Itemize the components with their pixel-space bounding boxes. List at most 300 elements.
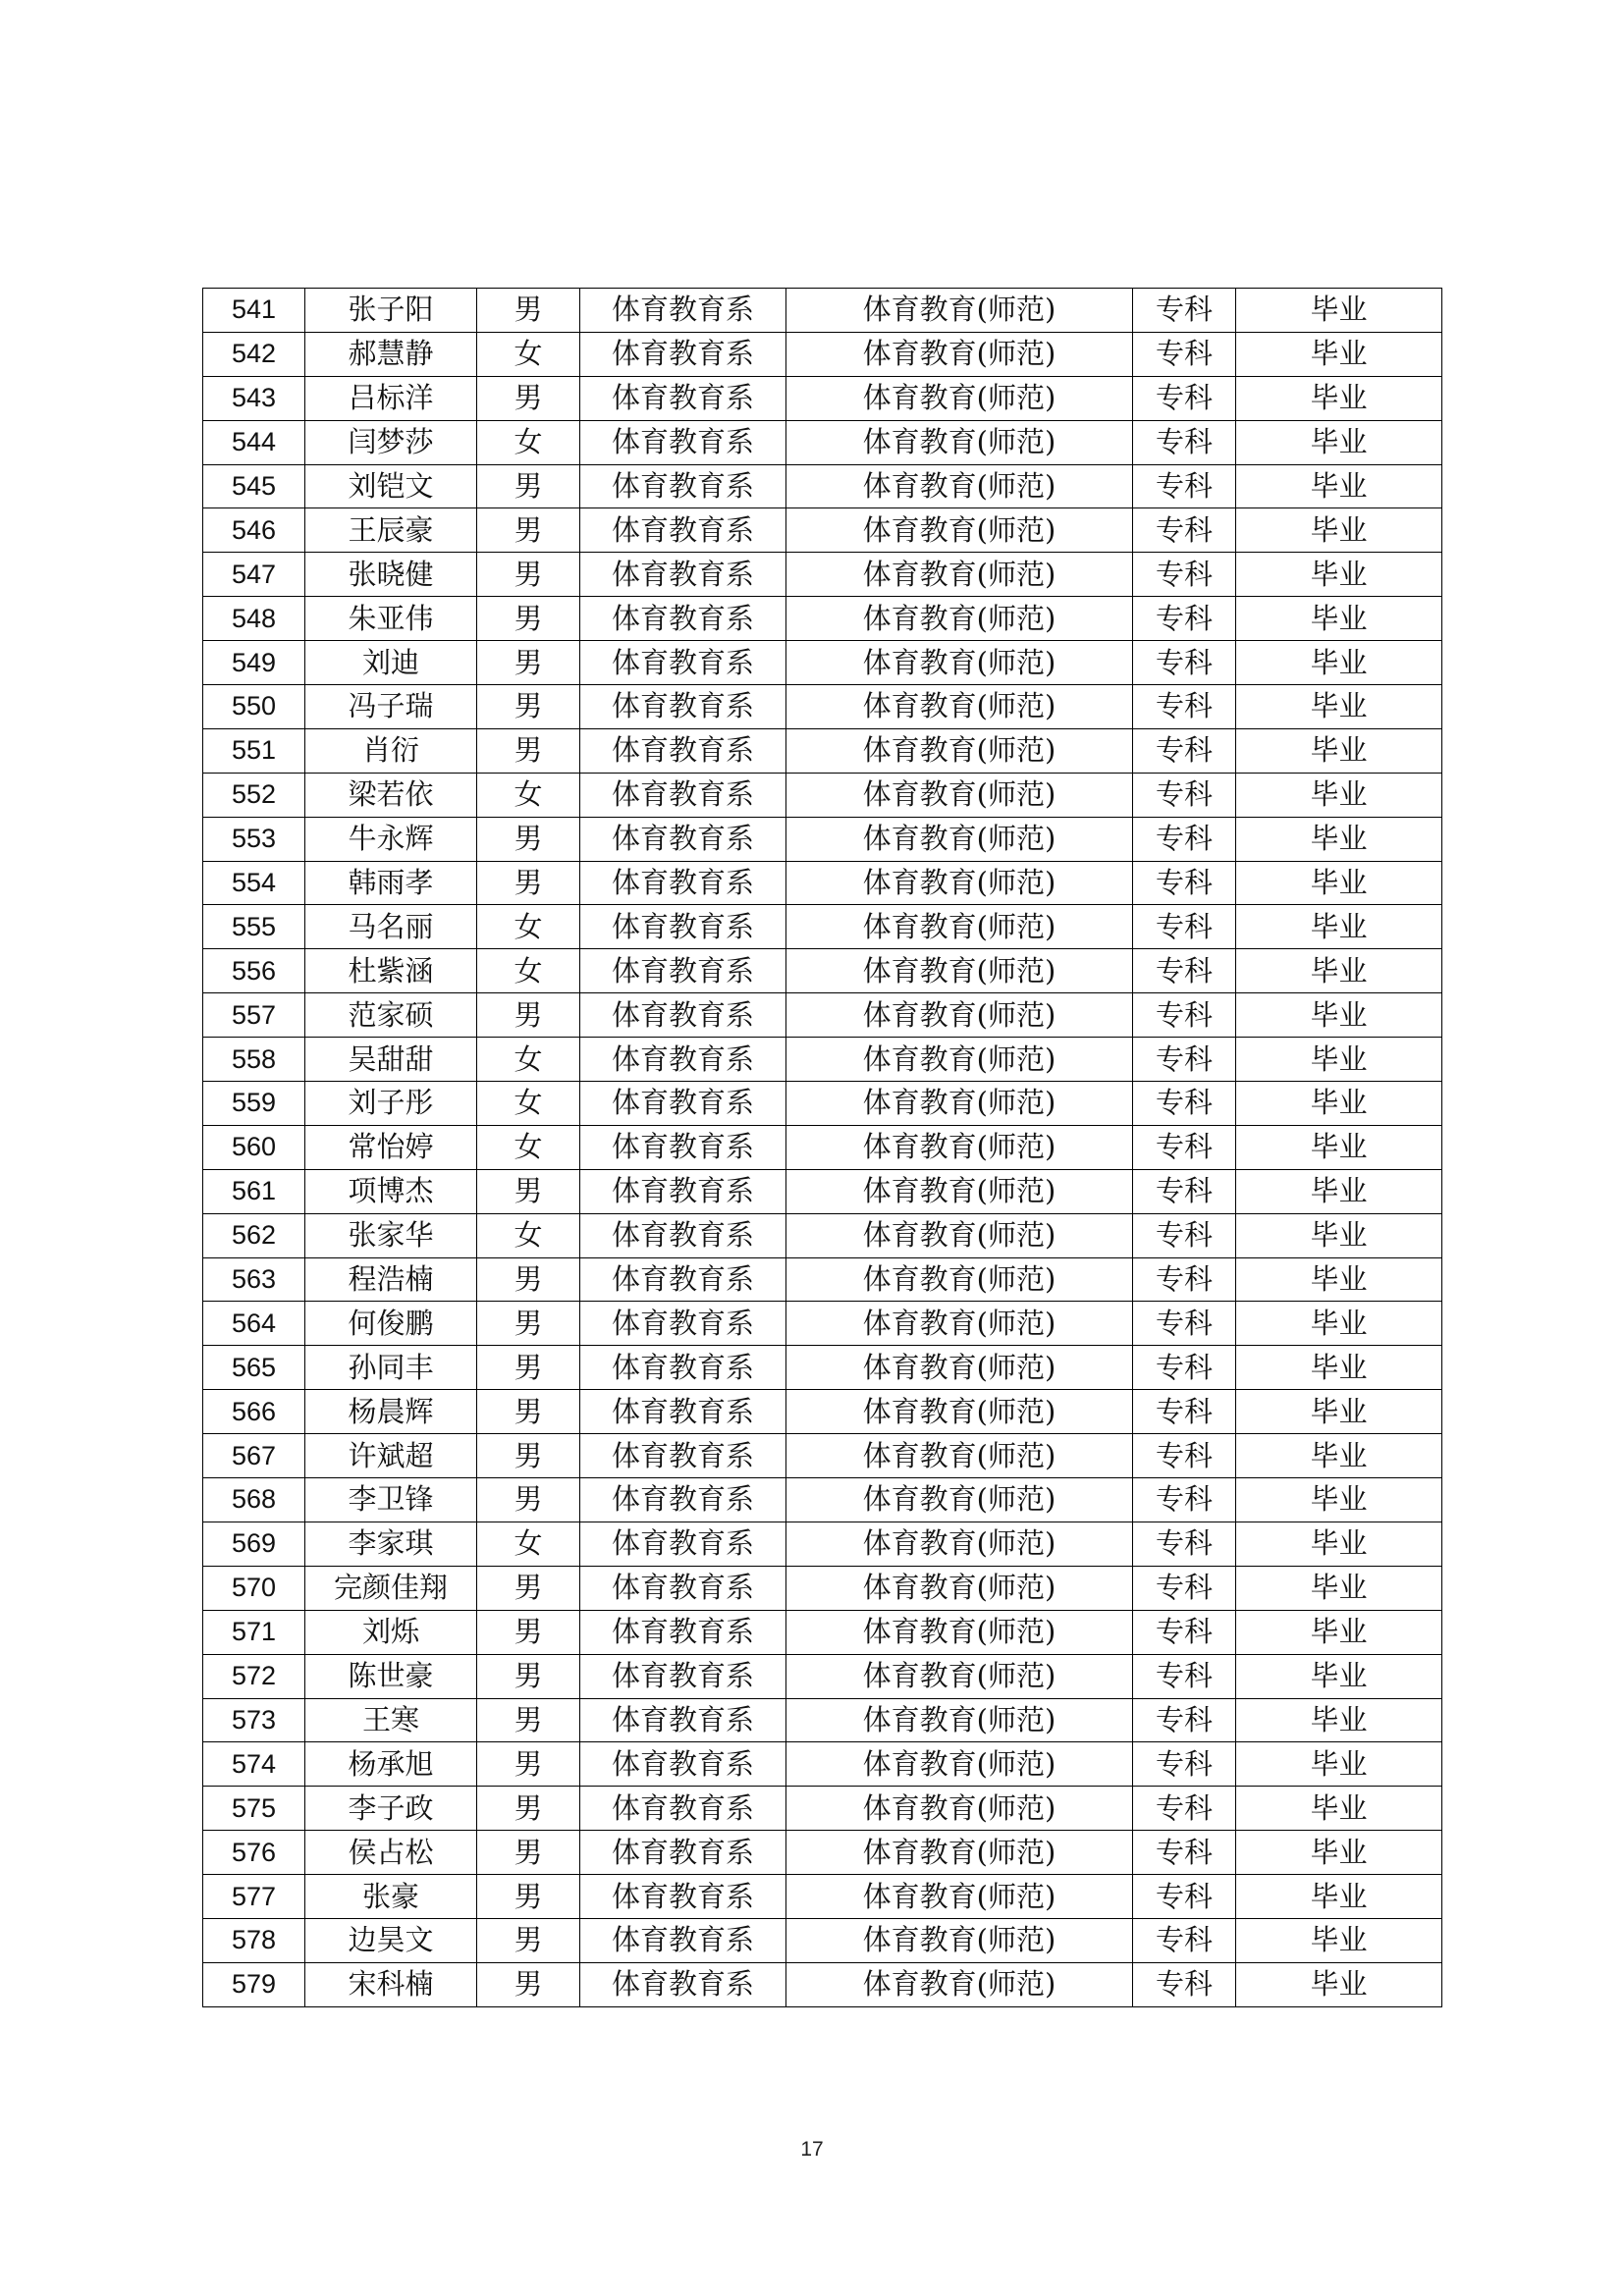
- department-cell: 体育教育系: [580, 685, 786, 729]
- table-row: [203, 1038, 1442, 1082]
- table-row: [203, 1918, 1442, 1962]
- gender-cell: 男: [477, 597, 580, 641]
- graduation-status-cell: 毕业: [1236, 376, 1442, 420]
- student-name-cell: 常怡婷: [305, 1125, 477, 1169]
- student-name-cell: 吴甜甜: [305, 1038, 477, 1082]
- table-row: [203, 641, 1442, 685]
- gender-cell: 女: [477, 1125, 580, 1169]
- department-cell: 体育教育系: [580, 1831, 786, 1875]
- department-cell: 体育教育系: [580, 376, 786, 420]
- education-level-cell: 专科: [1133, 1390, 1236, 1434]
- education-level-cell: 专科: [1133, 1875, 1236, 1919]
- education-level-cell: 专科: [1133, 1566, 1236, 1610]
- gender-cell: 男: [477, 1831, 580, 1875]
- department-cell: 体育教育系: [580, 332, 786, 376]
- education-level-cell: 专科: [1133, 1434, 1236, 1478]
- table-row: [203, 728, 1442, 773]
- table-row: [203, 1742, 1442, 1787]
- student-name-cell: 宋科楠: [305, 1962, 477, 2006]
- graduation-status-cell: 毕业: [1236, 1522, 1442, 1566]
- student-name-cell: 马名丽: [305, 905, 477, 949]
- student-number-cell: 551: [203, 728, 305, 773]
- education-level-cell: 专科: [1133, 1302, 1236, 1346]
- student-number-cell: 548: [203, 597, 305, 641]
- education-level-cell: 专科: [1133, 376, 1236, 420]
- education-level-cell: 专科: [1133, 1654, 1236, 1698]
- graduation-status-cell: 毕业: [1236, 464, 1442, 508]
- major-cell: 体育教育(师范): [786, 1522, 1133, 1566]
- student-number-cell: 563: [203, 1257, 305, 1302]
- table-row: [203, 1654, 1442, 1698]
- major-cell: 体育教育(师范): [786, 641, 1133, 685]
- student-number-cell: 545: [203, 464, 305, 508]
- major-cell: 体育教育(师范): [786, 1169, 1133, 1213]
- department-cell: 体育教育系: [580, 1038, 786, 1082]
- major-cell: 体育教育(师范): [786, 1654, 1133, 1698]
- table-row: [203, 1566, 1442, 1610]
- major-cell: 体育教育(师范): [786, 1434, 1133, 1478]
- department-cell: 体育教育系: [580, 1302, 786, 1346]
- gender-cell: 女: [477, 949, 580, 993]
- major-cell: 体育教育(师范): [786, 332, 1133, 376]
- department-cell: 体育教育系: [580, 817, 786, 861]
- graduate-roster-table: [202, 288, 1442, 2007]
- education-level-cell: 专科: [1133, 1125, 1236, 1169]
- department-cell: 体育教育系: [580, 1169, 786, 1213]
- major-cell: 体育教育(师范): [786, 773, 1133, 817]
- student-number-cell: 569: [203, 1522, 305, 1566]
- gender-cell: 男: [477, 1610, 580, 1654]
- table-row: [203, 861, 1442, 905]
- student-number-cell: 553: [203, 817, 305, 861]
- student-number-cell: 573: [203, 1698, 305, 1742]
- table-row: [203, 376, 1442, 420]
- gender-cell: 男: [477, 376, 580, 420]
- gender-cell: 男: [477, 508, 580, 553]
- education-level-cell: 专科: [1133, 861, 1236, 905]
- graduation-status-cell: 毕业: [1236, 508, 1442, 553]
- graduation-status-cell: 毕业: [1236, 861, 1442, 905]
- student-number-cell: 558: [203, 1038, 305, 1082]
- student-number-cell: 564: [203, 1302, 305, 1346]
- student-name-cell: 刘迪: [305, 641, 477, 685]
- department-cell: 体育教育系: [580, 1698, 786, 1742]
- major-cell: 体育教育(师范): [786, 1610, 1133, 1654]
- department-cell: 体育教育系: [580, 1082, 786, 1126]
- student-number-cell: 568: [203, 1478, 305, 1522]
- gender-cell: 男: [477, 685, 580, 729]
- department-cell: 体育教育系: [580, 1257, 786, 1302]
- graduation-status-cell: 毕业: [1236, 993, 1442, 1038]
- student-name-cell: 杨晨辉: [305, 1390, 477, 1434]
- graduation-status-cell: 毕业: [1236, 1918, 1442, 1962]
- major-cell: 体育教育(师范): [786, 508, 1133, 553]
- department-cell: 体育教育系: [580, 553, 786, 597]
- major-cell: 体育教育(师范): [786, 464, 1133, 508]
- education-level-cell: 专科: [1133, 817, 1236, 861]
- education-level-cell: 专科: [1133, 773, 1236, 817]
- gender-cell: 女: [477, 1522, 580, 1566]
- graduation-status-cell: 毕业: [1236, 1962, 1442, 2006]
- education-level-cell: 专科: [1133, 553, 1236, 597]
- gender-cell: 男: [477, 641, 580, 685]
- department-cell: 体育教育系: [580, 993, 786, 1038]
- student-name-cell: 韩雨孝: [305, 861, 477, 905]
- student-name-cell: 边昊文: [305, 1918, 477, 1962]
- education-level-cell: 专科: [1133, 1918, 1236, 1962]
- graduation-status-cell: 毕业: [1236, 1434, 1442, 1478]
- table-row: [203, 1478, 1442, 1522]
- student-name-cell: 冯子瑞: [305, 685, 477, 729]
- graduation-status-cell: 毕业: [1236, 553, 1442, 597]
- gender-cell: 男: [477, 1654, 580, 1698]
- student-number-cell: 567: [203, 1434, 305, 1478]
- graduation-status-cell: 毕业: [1236, 420, 1442, 464]
- education-level-cell: 专科: [1133, 1082, 1236, 1126]
- department-cell: 体育教育系: [580, 1522, 786, 1566]
- student-number-cell: 570: [203, 1566, 305, 1610]
- table-row: [203, 1082, 1442, 1126]
- table-row: [203, 464, 1442, 508]
- gender-cell: 男: [477, 1918, 580, 1962]
- student-number-cell: 565: [203, 1346, 305, 1390]
- student-number-cell: 560: [203, 1125, 305, 1169]
- major-cell: 体育教育(师范): [786, 1962, 1133, 2006]
- gender-cell: 男: [477, 289, 580, 333]
- student-name-cell: 杨承旭: [305, 1742, 477, 1787]
- gender-cell: 女: [477, 1082, 580, 1126]
- major-cell: 体育教育(师范): [786, 1787, 1133, 1831]
- graduation-status-cell: 毕业: [1236, 1169, 1442, 1213]
- department-cell: 体育教育系: [580, 464, 786, 508]
- table-row: [203, 1213, 1442, 1257]
- education-level-cell: 专科: [1133, 1522, 1236, 1566]
- gender-cell: 男: [477, 817, 580, 861]
- table-row: [203, 1169, 1442, 1213]
- page-number: 17: [800, 2138, 824, 2161]
- graduation-status-cell: 毕业: [1236, 289, 1442, 333]
- education-level-cell: 专科: [1133, 1478, 1236, 1522]
- table-row: [203, 597, 1442, 641]
- education-level-cell: 专科: [1133, 1831, 1236, 1875]
- student-name-cell: 范家硕: [305, 993, 477, 1038]
- gender-cell: 女: [477, 1038, 580, 1082]
- student-number-cell: 571: [203, 1610, 305, 1654]
- table-row: [203, 773, 1442, 817]
- gender-cell: 男: [477, 464, 580, 508]
- department-cell: 体育教育系: [580, 773, 786, 817]
- student-name-cell: 郝慧静: [305, 332, 477, 376]
- student-number-cell: 554: [203, 861, 305, 905]
- education-level-cell: 专科: [1133, 728, 1236, 773]
- graduation-status-cell: 毕业: [1236, 1125, 1442, 1169]
- student-name-cell: 完颜佳翔: [305, 1566, 477, 1610]
- table-row: [203, 1831, 1442, 1875]
- education-level-cell: 专科: [1133, 1742, 1236, 1787]
- graduation-status-cell: 毕业: [1236, 773, 1442, 817]
- student-name-cell: 陈世豪: [305, 1654, 477, 1698]
- student-name-cell: 刘铠文: [305, 464, 477, 508]
- student-number-cell: 543: [203, 376, 305, 420]
- graduation-status-cell: 毕业: [1236, 1390, 1442, 1434]
- student-number-cell: 557: [203, 993, 305, 1038]
- student-number-cell: 559: [203, 1082, 305, 1126]
- major-cell: 体育教育(师范): [786, 1125, 1133, 1169]
- table-row: [203, 1302, 1442, 1346]
- student-number-cell: 572: [203, 1654, 305, 1698]
- gender-cell: 男: [477, 1257, 580, 1302]
- student-name-cell: 朱亚伟: [305, 597, 477, 641]
- student-name-cell: 王辰豪: [305, 508, 477, 553]
- student-name-cell: 程浩楠: [305, 1257, 477, 1302]
- graduation-status-cell: 毕业: [1236, 1566, 1442, 1610]
- major-cell: 体育教育(师范): [786, 1390, 1133, 1434]
- education-level-cell: 专科: [1133, 949, 1236, 993]
- student-number-cell: 552: [203, 773, 305, 817]
- major-cell: 体育教育(师范): [786, 1478, 1133, 1522]
- graduation-status-cell: 毕业: [1236, 1787, 1442, 1831]
- student-name-cell: 闫梦莎: [305, 420, 477, 464]
- gender-cell: 男: [477, 1742, 580, 1787]
- department-cell: 体育教育系: [580, 420, 786, 464]
- table-row: [203, 1434, 1442, 1478]
- student-number-cell: 566: [203, 1390, 305, 1434]
- gender-cell: 男: [477, 1875, 580, 1919]
- student-name-cell: 李家琪: [305, 1522, 477, 1566]
- student-number-cell: 556: [203, 949, 305, 993]
- major-cell: 体育教育(师范): [786, 861, 1133, 905]
- major-cell: 体育教育(师范): [786, 553, 1133, 597]
- table-row: [203, 1522, 1442, 1566]
- education-level-cell: 专科: [1133, 1698, 1236, 1742]
- major-cell: 体育教育(师范): [786, 1918, 1133, 1962]
- graduation-status-cell: 毕业: [1236, 641, 1442, 685]
- major-cell: 体育教育(师范): [786, 1302, 1133, 1346]
- major-cell: 体育教育(师范): [786, 1257, 1133, 1302]
- department-cell: 体育教育系: [580, 1390, 786, 1434]
- major-cell: 体育教育(师范): [786, 289, 1133, 333]
- major-cell: 体育教育(师范): [786, 993, 1133, 1038]
- student-name-cell: 吕标洋: [305, 376, 477, 420]
- table-row: [203, 332, 1442, 376]
- gender-cell: 男: [477, 728, 580, 773]
- student-name-cell: 张子阳: [305, 289, 477, 333]
- student-name-cell: 刘子彤: [305, 1082, 477, 1126]
- major-cell: 体育教育(师范): [786, 376, 1133, 420]
- gender-cell: 男: [477, 993, 580, 1038]
- table-row: [203, 1257, 1442, 1302]
- student-number-cell: 577: [203, 1875, 305, 1919]
- graduation-status-cell: 毕业: [1236, 817, 1442, 861]
- student-name-cell: 项博杰: [305, 1169, 477, 1213]
- student-number-cell: 561: [203, 1169, 305, 1213]
- department-cell: 体育教育系: [580, 1434, 786, 1478]
- gender-cell: 男: [477, 1302, 580, 1346]
- education-level-cell: 专科: [1133, 905, 1236, 949]
- table-row: [203, 553, 1442, 597]
- graduation-status-cell: 毕业: [1236, 1478, 1442, 1522]
- graduation-status-cell: 毕业: [1236, 1698, 1442, 1742]
- department-cell: 体育教育系: [580, 949, 786, 993]
- graduation-status-cell: 毕业: [1236, 1082, 1442, 1126]
- education-level-cell: 专科: [1133, 464, 1236, 508]
- graduation-status-cell: 毕业: [1236, 1302, 1442, 1346]
- major-cell: 体育教育(师范): [786, 1346, 1133, 1390]
- student-name-cell: 何俊鹏: [305, 1302, 477, 1346]
- department-cell: 体育教育系: [580, 1962, 786, 2006]
- education-level-cell: 专科: [1133, 993, 1236, 1038]
- table-row: [203, 1787, 1442, 1831]
- student-number-cell: 574: [203, 1742, 305, 1787]
- gender-cell: 男: [477, 1390, 580, 1434]
- student-name-cell: 许斌超: [305, 1434, 477, 1478]
- major-cell: 体育教育(师范): [786, 817, 1133, 861]
- graduation-status-cell: 毕业: [1236, 949, 1442, 993]
- major-cell: 体育教育(师范): [786, 905, 1133, 949]
- department-cell: 体育教育系: [580, 1213, 786, 1257]
- major-cell: 体育教育(师范): [786, 1831, 1133, 1875]
- education-level-cell: 专科: [1133, 289, 1236, 333]
- education-level-cell: 专科: [1133, 641, 1236, 685]
- education-level-cell: 专科: [1133, 597, 1236, 641]
- education-level-cell: 专科: [1133, 420, 1236, 464]
- table-row: [203, 949, 1442, 993]
- gender-cell: 女: [477, 420, 580, 464]
- graduation-status-cell: 毕业: [1236, 1742, 1442, 1787]
- student-name-cell: 张家华: [305, 1213, 477, 1257]
- student-name-cell: 牛永辉: [305, 817, 477, 861]
- graduation-status-cell: 毕业: [1236, 1213, 1442, 1257]
- student-name-cell: 王寒: [305, 1698, 477, 1742]
- student-number-cell: 575: [203, 1787, 305, 1831]
- graduation-status-cell: 毕业: [1236, 1875, 1442, 1919]
- gender-cell: 男: [477, 1698, 580, 1742]
- department-cell: 体育教育系: [580, 1125, 786, 1169]
- gender-cell: 男: [477, 1434, 580, 1478]
- graduation-status-cell: 毕业: [1236, 1831, 1442, 1875]
- department-cell: 体育教育系: [580, 1918, 786, 1962]
- major-cell: 体育教育(师范): [786, 1213, 1133, 1257]
- table-row: [203, 1346, 1442, 1390]
- gender-cell: 女: [477, 773, 580, 817]
- student-number-cell: 578: [203, 1918, 305, 1962]
- major-cell: 体育教育(师范): [786, 1566, 1133, 1610]
- education-level-cell: 专科: [1133, 1213, 1236, 1257]
- table-row: [203, 993, 1442, 1038]
- department-cell: 体育教育系: [580, 1654, 786, 1698]
- graduation-status-cell: 毕业: [1236, 1257, 1442, 1302]
- education-level-cell: 专科: [1133, 1962, 1236, 2006]
- education-level-cell: 专科: [1133, 1169, 1236, 1213]
- table-row: [203, 1875, 1442, 1919]
- gender-cell: 男: [477, 1787, 580, 1831]
- major-cell: 体育教育(师范): [786, 420, 1133, 464]
- student-number-cell: 562: [203, 1213, 305, 1257]
- student-name-cell: 刘烁: [305, 1610, 477, 1654]
- education-level-cell: 专科: [1133, 332, 1236, 376]
- student-name-cell: 肖衍: [305, 728, 477, 773]
- gender-cell: 男: [477, 553, 580, 597]
- gender-cell: 女: [477, 1213, 580, 1257]
- graduation-status-cell: 毕业: [1236, 1654, 1442, 1698]
- table-row: [203, 1125, 1442, 1169]
- gender-cell: 男: [477, 1566, 580, 1610]
- table-row: [203, 685, 1442, 729]
- major-cell: 体育教育(师范): [786, 1698, 1133, 1742]
- major-cell: 体育教育(师范): [786, 949, 1133, 993]
- education-level-cell: 专科: [1133, 1038, 1236, 1082]
- student-name-cell: 李卫锋: [305, 1478, 477, 1522]
- student-number-cell: 544: [203, 420, 305, 464]
- student-name-cell: 李子政: [305, 1787, 477, 1831]
- table-row: [203, 1698, 1442, 1742]
- gender-cell: 男: [477, 1962, 580, 2006]
- student-name-cell: 侯占松: [305, 1831, 477, 1875]
- gender-cell: 男: [477, 861, 580, 905]
- department-cell: 体育教育系: [580, 508, 786, 553]
- student-number-cell: 546: [203, 508, 305, 553]
- department-cell: 体育教育系: [580, 905, 786, 949]
- major-cell: 体育教育(师范): [786, 685, 1133, 729]
- table-row: [203, 817, 1442, 861]
- graduation-status-cell: 毕业: [1236, 1346, 1442, 1390]
- student-number-cell: 555: [203, 905, 305, 949]
- department-cell: 体育教育系: [580, 1566, 786, 1610]
- major-cell: 体育教育(师范): [786, 1742, 1133, 1787]
- graduation-status-cell: 毕业: [1236, 1038, 1442, 1082]
- major-cell: 体育教育(师范): [786, 1038, 1133, 1082]
- student-name-cell: 张豪: [305, 1875, 477, 1919]
- department-cell: 体育教育系: [580, 289, 786, 333]
- education-level-cell: 专科: [1133, 1346, 1236, 1390]
- student-number-cell: 549: [203, 641, 305, 685]
- department-cell: 体育教育系: [580, 861, 786, 905]
- department-cell: 体育教育系: [580, 597, 786, 641]
- department-cell: 体育教育系: [580, 1875, 786, 1919]
- major-cell: 体育教育(师范): [786, 728, 1133, 773]
- student-name-cell: 梁若依: [305, 773, 477, 817]
- table-row: [203, 289, 1442, 333]
- graduation-status-cell: 毕业: [1236, 728, 1442, 773]
- roster-table-body: [203, 289, 1442, 2007]
- table-row: [203, 1610, 1442, 1654]
- student-number-cell: 547: [203, 553, 305, 597]
- student-number-cell: 576: [203, 1831, 305, 1875]
- table-row: [203, 1962, 1442, 2006]
- graduation-status-cell: 毕业: [1236, 1610, 1442, 1654]
- student-number-cell: 542: [203, 332, 305, 376]
- education-level-cell: 专科: [1133, 1610, 1236, 1654]
- education-level-cell: 专科: [1133, 685, 1236, 729]
- gender-cell: 男: [477, 1169, 580, 1213]
- student-number-cell: 579: [203, 1962, 305, 2006]
- major-cell: 体育教育(师范): [786, 1082, 1133, 1126]
- graduation-status-cell: 毕业: [1236, 685, 1442, 729]
- graduation-status-cell: 毕业: [1236, 332, 1442, 376]
- department-cell: 体育教育系: [580, 1787, 786, 1831]
- table-row: [203, 420, 1442, 464]
- student-name-cell: 张晓健: [305, 553, 477, 597]
- major-cell: 体育教育(师范): [786, 1875, 1133, 1919]
- education-level-cell: 专科: [1133, 1257, 1236, 1302]
- education-level-cell: 专科: [1133, 508, 1236, 553]
- student-number-cell: 541: [203, 289, 305, 333]
- gender-cell: 女: [477, 905, 580, 949]
- education-level-cell: 专科: [1133, 1787, 1236, 1831]
- department-cell: 体育教育系: [580, 1610, 786, 1654]
- student-number-cell: 550: [203, 685, 305, 729]
- table-row: [203, 905, 1442, 949]
